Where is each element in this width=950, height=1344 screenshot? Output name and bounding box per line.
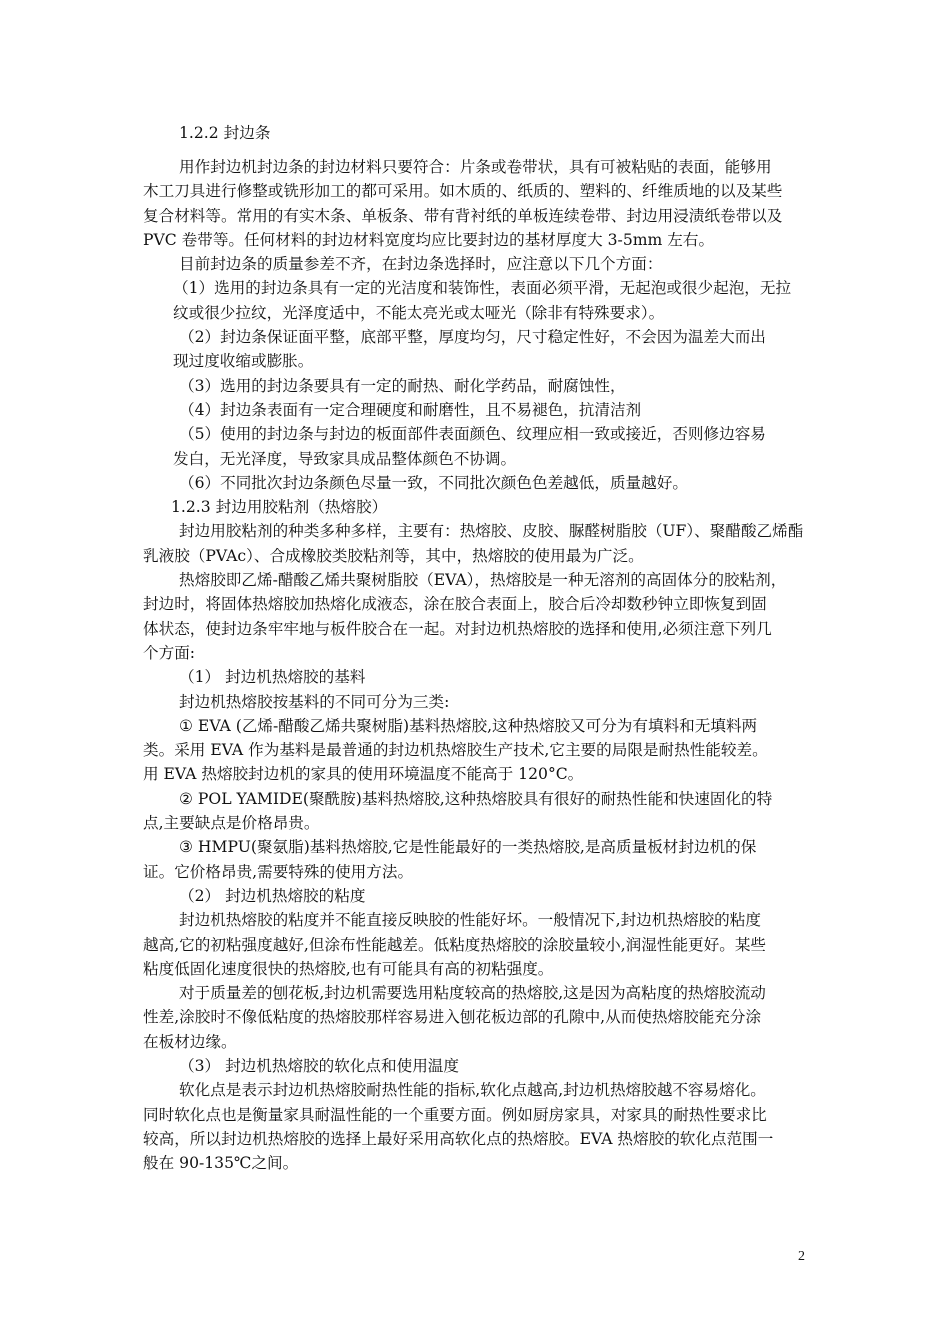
list-item-text: （1）选用的封边条具有一定的光洁度和装饰性，表面必须平滑，无起泡或很少起泡，无拉 — [173, 279, 792, 298]
list-item-text: （2）封边条保证面平整，底部平整，厚度均匀，尺寸稳定性好，不会因为温差大而出 — [179, 328, 766, 347]
text-line: 乳液胶（PVAc）、合成橡胶类胶粘剂等，其中，热熔胶的使用最为广泛。 — [143, 546, 644, 565]
subheading: （2） 封边机热熔胶的粘度 — [179, 886, 366, 905]
list-item-text: 用 EVA 热熔胶封边机的家具的使用环境温度不能高于 120°C。 — [143, 765, 584, 784]
list-item-text: 证。它价格昂贵,需要特殊的使用方法。 — [143, 862, 414, 881]
section-heading-1-2-3: 1.2.3 封边用胶粘剂（热熔胶） — [171, 498, 388, 517]
paragraph: 目前封边条的质量参差不齐，在封边条选择时，应注意以下几个方面： — [179, 255, 663, 274]
text-line: 软化点是表示封边机热熔胶耐热性能的指标,软化点越高,封边机热熔胶越不容易熔化。 — [179, 1081, 766, 1100]
text-line: 木工刀具进行修整或铣形加工的都可采用。如木质的、纸质的、塑料的、纤维质地的以及某些 — [143, 182, 783, 201]
text-line: 般在 90-135℃之间。 — [143, 1154, 299, 1173]
text-line: PVC 卷带等。任何材料的封边材料宽度均应比要封边的基材厚度大 3-5mm 左右。 — [143, 230, 715, 249]
list-item-text: 发白，无光泽度，导致家具成品整体颜色不协调。 — [173, 449, 517, 468]
list-item-text: 纹或很少拉纹，光泽度适中，不能太亮光或太哑光（除非有特殊要求）。 — [173, 303, 665, 322]
text-line: 封边机热熔胶的粘度并不能直接反映胶的性能好坏。一般情况下,封边机热熔胶的粘度 — [179, 911, 761, 930]
list-item-text: ② POL YAMIDE(聚酰胺)基料热熔胶,这种热熔胶具有很好的耐热性能和快速固化的特 — [179, 789, 773, 808]
list-item-text: （6）不同批次封边条颜色尽量一致，不同批次颜色色差越低，质量越好。 — [179, 473, 688, 492]
subheading: （3） 封边机热熔胶的软化点和使用温度 — [179, 1056, 459, 1075]
list-item-text: 现过度收缩或膨胀。 — [173, 352, 314, 371]
section-heading-1-2-2: 1.2.2 封边条 — [179, 124, 271, 142]
page-content — [143, 121, 807, 1175]
text-line: 同时软化点也是衡量家具耐温性能的一个重要方面。例如厨房家具，对家具的耐热性要求比 — [143, 1105, 767, 1124]
list-item-text: 点,主要缺点是价格昂贵。 — [143, 814, 320, 833]
text-line: 热熔胶即乙烯-醋酸乙烯共聚树脂胶（EVA），热熔胶是一种无溶剂的高固体分的胶粘剂， — [179, 571, 787, 590]
text-line: 封边用胶粘剂的种类多种多样，主要有：热熔胶、皮胶、脲醛树脂胶（UF）、聚醋酸乙烯酯 — [179, 522, 804, 541]
text-line: 复合材料等。常用的有实木条、单板条、带有背衬纸的单板连续卷带、封边用浸渍纸卷带以及 — [143, 206, 783, 225]
list-item-text: （5）使用的封边条与封边的板面部件表面颜色、纹理应相一致或接近，否则修边容易 — [179, 425, 766, 444]
text-line: 性差,涂胶时不像低粘度的热熔胶那样容易进入刨花板边部的孔隙中,从而使热熔胶能充分涂 — [143, 1008, 762, 1027]
text-line: 体状态，使封边条牢牢地与板件胶合在一起。对封边机热熔胶的选择和使用,必须注意下列几 — [143, 619, 772, 638]
text-line: 较高，所以封边机热熔胶的选择上最好采用高软化点的热熔胶。EVA 热熔胶的软化点范围一 — [143, 1129, 774, 1148]
text-line: 对于质量差的刨花板,封边机需要选用粘度较高的热熔胶,这是因为高粘度的热熔胶流动 — [179, 984, 766, 1003]
list-item-text: （4）封边条表面有一定合理硬度和耐磨性，且不易褪色，抗清洁剂 — [179, 400, 642, 419]
text-line: 封边时，将固体热熔胶加热熔化成液态，涂在胶合表面上，胶合后冷却数秒钟立即恢复到固 — [143, 595, 767, 614]
text-line: 个方面: — [143, 643, 196, 662]
list-item-text: 类。采用 EVA 作为基料是最普通的封边机热熔胶生产技术,它主要的局限是耐热性能较差。 — [143, 741, 768, 760]
text-line: 越高,它的初粘强度越好,但涂布性能越差。低粘度热熔胶的涂胶量较小,润湿性能更好。某些 — [143, 935, 767, 954]
paragraph — [143, 155, 807, 252]
text-line: 封边机热熔胶按基料的不同可分为三类: — [179, 692, 450, 711]
list-item-text: （3）选用的封边条要具有一定的耐热、耐化学药品，耐腐蚀性， — [179, 376, 626, 395]
list-item-text: ① EVA (乙烯-醋酸乙烯共聚树脂)基料热熔胶,这种热熔胶又可分为有填料和无填料两 — [179, 716, 758, 735]
list-item-text: ③ HMPU(聚氨脂)基料热熔胶,它是性能最好的一类热熔胶,是高质量板材封边机的保 — [179, 838, 757, 857]
text-line: 用作封边机封边条的封边材料只要符合：片条或卷带状，具有可被粘贴的表面，能够用 — [179, 158, 772, 176]
subheading: （1） 封边机热熔胶的基料 — [179, 668, 366, 687]
page-number: 2 — [798, 1249, 805, 1264]
text-line: 在板材边缘。 — [143, 1032, 237, 1051]
text-line: 粘度低固化速度很快的热熔胶,也有可能具有高的初粘强度。 — [143, 959, 554, 978]
